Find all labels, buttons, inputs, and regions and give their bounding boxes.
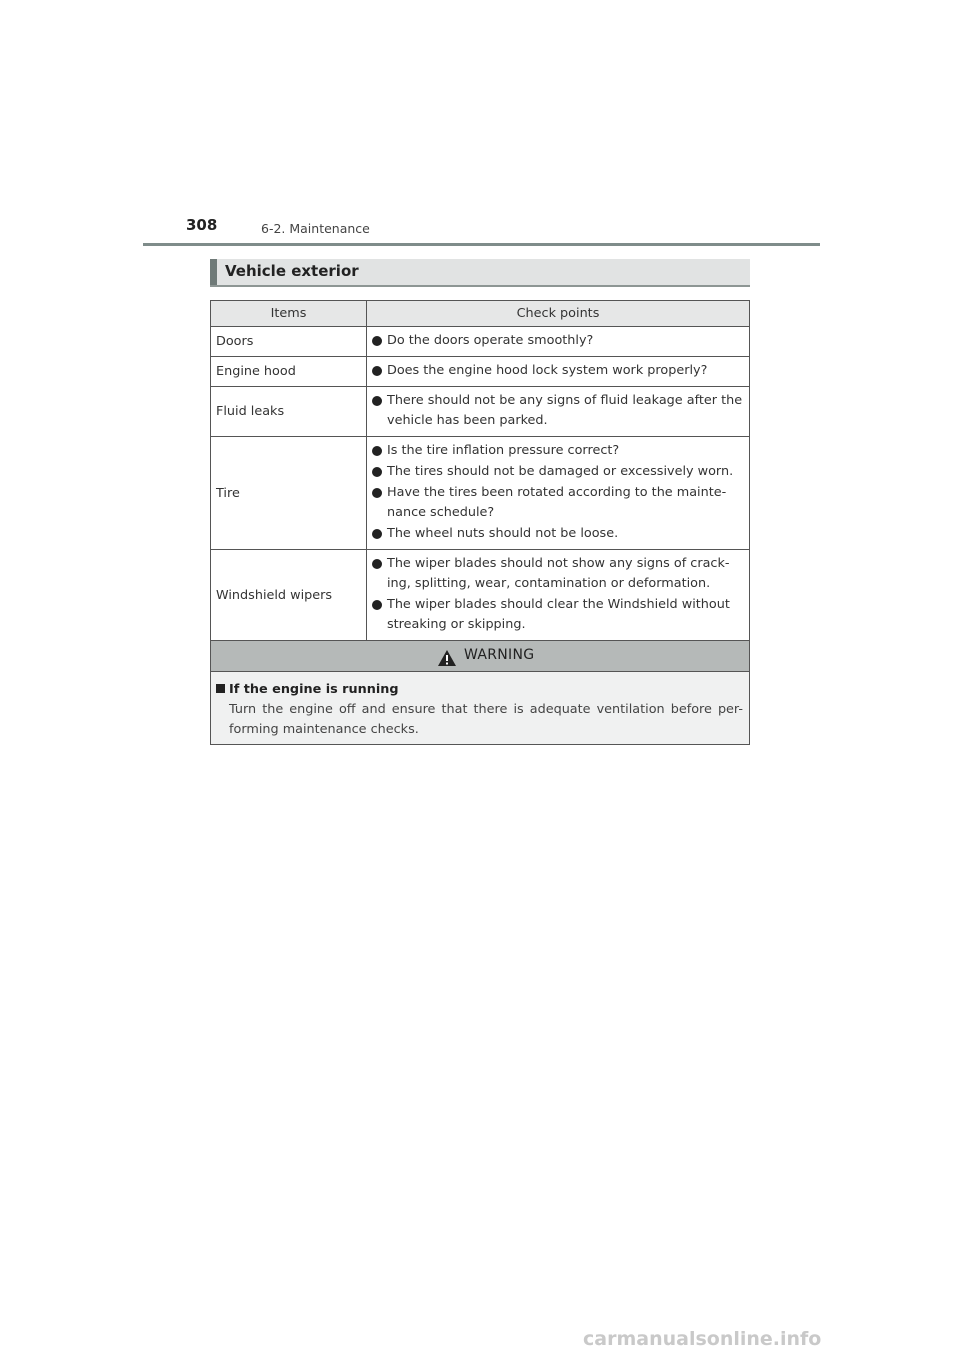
table-header-row: [211, 301, 750, 327]
check-point: [372, 331, 745, 351]
check-point: [372, 391, 745, 431]
row-check-points: [367, 387, 750, 437]
section-reference: 6-2. Maintenance: [261, 221, 370, 236]
check-point: [372, 554, 745, 594]
row-item-label: Windshield wipers: [211, 550, 367, 641]
check-point: [372, 595, 745, 635]
warning-text: Turn the engine off and ensure that there is adequate ventilation before per-forming maintenance checks.: [229, 702, 743, 737]
warning-body: [211, 672, 749, 740]
bullet-icon: [372, 559, 382, 569]
row-check-points: [367, 550, 750, 641]
table-row: [211, 550, 750, 641]
bullet-icon: [372, 467, 382, 477]
check-point: [372, 441, 745, 461]
square-bullet-icon: [216, 684, 225, 693]
warning-subheading: [216, 680, 743, 700]
column-header-items: Items: [211, 301, 367, 327]
table-row: [211, 387, 750, 437]
check-point-text: Is the tire inflation pressure correct?: [387, 443, 620, 458]
check-point-text: There should not be any signs of fluid leakage after the vehicle has been parked.: [387, 393, 743, 428]
check-point-text: The tires should not be damaged or excessively worn.: [387, 464, 734, 479]
section-title: Vehicle exterior: [225, 262, 359, 280]
row-check-points: [367, 357, 750, 387]
warning-label: WARNING: [464, 647, 535, 663]
section-heading: [210, 259, 750, 287]
bullet-icon: [372, 396, 382, 406]
warning-subheading-text: If the engine is running: [229, 682, 399, 697]
section-heading-bar: [210, 259, 217, 285]
warning-triangle-icon: [437, 649, 457, 671]
row-item-label: Fluid leaks: [211, 387, 367, 437]
bullet-icon: [372, 488, 382, 498]
check-point: [372, 524, 745, 544]
watermark: carmanualsonline.info: [583, 1328, 822, 1350]
row-check-points: [367, 437, 750, 550]
bullet-icon: [372, 366, 382, 376]
bullet-icon: [372, 600, 382, 610]
check-point: [372, 462, 745, 482]
row-check-points: [367, 327, 750, 357]
check-point-text: The wheel nuts should not be loose.: [387, 526, 619, 541]
warning-header: [211, 641, 749, 672]
header-divider: [143, 243, 820, 246]
table-row: [211, 437, 750, 550]
table-row: [211, 327, 750, 357]
bullet-icon: [372, 336, 382, 346]
column-header-check-points: Check points: [367, 301, 750, 327]
check-points-table: [210, 300, 750, 641]
check-point: [372, 483, 745, 523]
check-point: [372, 361, 745, 381]
page-number: 308: [186, 216, 218, 234]
row-item-label: Tire: [211, 437, 367, 550]
check-point-text: The wiper blades should clear the Windshield without streaking or skipping.: [387, 597, 730, 632]
warning-box: [210, 640, 750, 745]
table-row: [211, 357, 750, 387]
row-item-label: Engine hood: [211, 357, 367, 387]
check-point-text: The wiper blades should not show any signs of crack-ing, splitting, wear, contamination or deformation.: [387, 556, 730, 591]
check-point-text: Do the doors operate smoothly?: [387, 333, 594, 348]
check-point-text: Does the engine hood lock system work properly?: [387, 363, 708, 378]
row-item-label: Doors: [211, 327, 367, 357]
check-point-text: Have the tires been rotated according to the mainte-nance schedule?: [387, 485, 727, 520]
bullet-icon: [372, 446, 382, 456]
bullet-icon: [372, 529, 382, 539]
